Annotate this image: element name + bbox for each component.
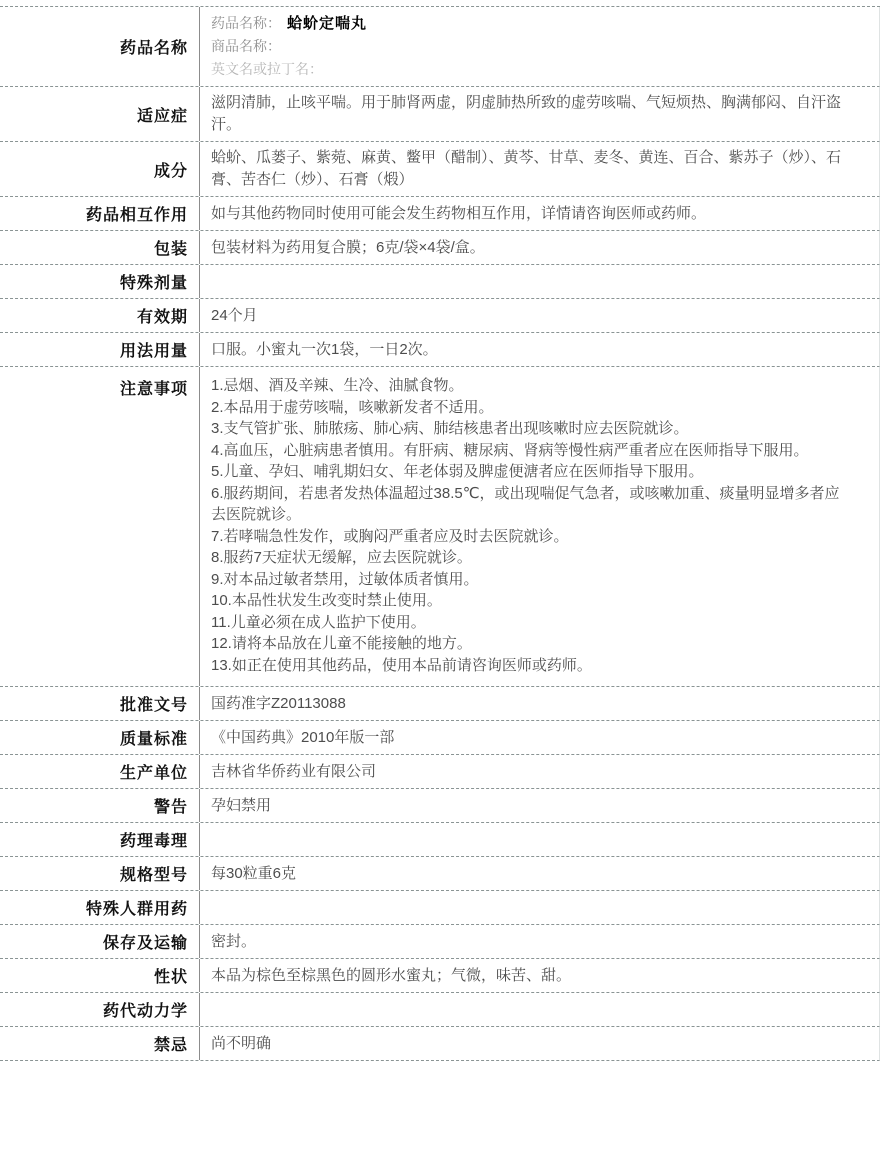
row-interactions [0,197,880,231]
row-warning [0,789,880,823]
row-usage [0,333,880,367]
trade-name-field [211,35,867,58]
contraindications-value-cell [200,1027,879,1060]
drug-name-text: 蛤蚧定喘丸 [287,15,368,32]
row-special-population [0,891,880,925]
ingredients-label: 成分 [0,142,200,196]
usage-value-cell [200,333,879,366]
contraindications-label: 禁忌 [0,1027,200,1060]
description-label: 性状 [0,959,200,992]
row-quality-standard [0,721,880,755]
special-population-label: 特殊人群用药 [0,891,200,924]
row-description [0,959,880,993]
precaution-item: 9.对本品过敏者禁用，过敏体质者慎用。 [211,570,479,588]
manufacturer-label: 生产单位 [0,755,200,788]
english-name-field [211,58,867,81]
pharmacokinetics-label: 药代动力学 [0,993,200,1026]
drug-name-row-label: 药品名称 [0,7,200,86]
precaution-item: 12.请将本品放在儿童不能接触的地方。 [211,635,472,652]
warning-label: 警告 [0,789,200,822]
drug-name-field [211,12,867,35]
row-storage [0,925,880,959]
precaution-item: 10.本品性状发生改变时禁止使用。 [211,592,442,609]
precaution-item: 6.服药期间，若患者发热体温超过38.5℃，或出现喘促气急者，或咳嗽加重、痰量明显增多者应去医院就诊。 [211,484,840,523]
manufacturer-value-cell [200,755,879,788]
row-contraindications [0,1027,880,1061]
row-drug-name [0,7,880,87]
validity-value-cell [200,299,879,332]
drug-name-field-label: 药品名称： [211,15,281,31]
ingredients-value: 蛤蚧、瓜蒌子、紫菀、麻黄、鳖甲（醋制）、黄芩、甘草、麦冬、黄连、百合、紫苏子（炒）、石膏、苦杏仁（炒）、石膏（煅） [211,149,842,188]
row-special-dosage [0,265,880,299]
precaution-item: 11.儿童必须在成人监护下使用。 [211,613,426,631]
special-dosage-label: 特殊剂量 [0,265,200,298]
interactions-value-cell [200,197,879,230]
interactions-value: 如与其他药物同时使用可能会发生药物相互作用，详情请咨询医师或药师。 [211,204,707,222]
contraindications-value: 尚不明确 [211,1034,272,1052]
english-name-field-label: 英文名或拉丁名： [211,61,323,77]
indications-label: 适应症 [0,87,200,141]
row-precautions [0,367,880,687]
storage-value-cell [200,925,879,958]
pharmacology-label: 药理毒理 [0,823,200,856]
usage-label: 用法用量 [0,333,200,366]
trade-name-field-label: 商品名称： [211,38,281,54]
precautions-label: 注意事项 [0,367,200,686]
manufacturer-value: 吉林省华侨药业有限公司 [211,762,377,780]
drug-name-row-value [200,7,879,86]
quality-standard-label: 质量标准 [0,721,200,754]
pharmacokinetics-value-cell [200,993,879,1026]
interactions-label: 药品相互作用 [0,197,200,230]
description-value: 本品为棕色至棕黑色的圆形水蜜丸；气微，味苦、甜。 [211,966,572,984]
ingredients-value-cell [200,142,879,196]
precaution-item: 13.如正在使用其他药品，使用本品前请咨询医师或药师。 [211,656,592,674]
row-specification [0,857,880,891]
indications-value-cell [200,87,879,141]
row-approval-number [0,687,880,721]
warning-value-cell [200,789,879,822]
row-indications [0,87,880,142]
pharmacology-value-cell [200,823,879,856]
packaging-value-cell [200,231,879,264]
quality-standard-value-cell [200,721,879,754]
row-pharmacokinetics [0,993,880,1027]
precaution-item: 3.支气管扩张、肺脓疡、肺心病、肺结核患者出现咳嗽时应去医院就诊。 [211,420,689,437]
storage-label: 保存及运输 [0,925,200,958]
row-ingredients [0,142,880,197]
validity-value: 24个月 [211,306,258,324]
precaution-item: 4.高血压，心脏病患者慎用。有肝病、糖尿病、肾病等慢性病严重者应在医师指导下服用。 [211,441,809,459]
quality-standard-value: 《中国药典》2010年版一部 [211,728,395,746]
precautions-value-cell [200,367,879,686]
precaution-item: 2.本品用于虚劳咳喘，咳嗽新发者不适用。 [211,398,494,416]
storage-value: 密封。 [211,932,257,950]
precaution-item: 5.儿童、孕妇、哺乳期妇女、年老体弱及脾虚便溏者应在医师指导下服用。 [211,463,704,480]
row-manufacturer [0,755,880,789]
approval-number-label: 批准文号 [0,687,200,720]
precaution-item: 8.服药7天症状无缓解，应去医院就诊。 [211,549,472,566]
precaution-item: 7.若哮喘急性发作，或胸闷严重者应及时去医院就诊。 [211,527,569,545]
drug-info-table [0,6,880,1061]
row-validity [0,299,880,333]
row-pharmacology [0,823,880,857]
special-population-value-cell [200,891,879,924]
warning-value: 孕妇禁用 [211,796,272,814]
row-packaging [0,231,880,265]
packaging-label: 包装 [0,231,200,264]
special-dosage-value-cell [200,265,879,298]
packaging-value: 包装材料为药用复合膜；6克/袋×4袋/盒。 [211,238,485,256]
specification-value-cell [200,857,879,890]
precaution-item: 1.忌烟、酒及辛辣、生冷、油腻食物。 [211,377,464,394]
usage-value: 口服。小蜜丸一次1袋，一日2次。 [211,340,438,358]
specification-value: 每30粒重6克 [211,864,297,882]
indications-value: 滋阴清肺，止咳平喘。用于肺肾两虚，阴虚肺热所致的虚劳咳喘、气短烦热、胸满郁闷、自汗盗汗。 [211,94,842,133]
approval-number-value-cell [200,687,879,720]
specification-label: 规格型号 [0,857,200,890]
validity-label: 有效期 [0,299,200,332]
approval-number-value: 国药准字Z20113088 [211,694,346,712]
description-value-cell [200,959,879,992]
